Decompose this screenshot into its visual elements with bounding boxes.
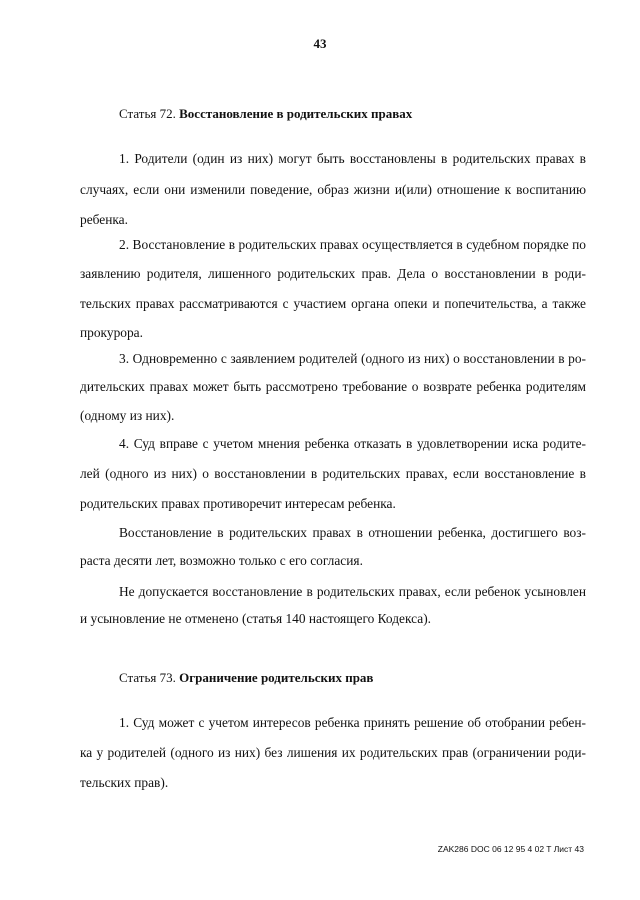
paragraph-line: родительских правах противоречит интересам ребенка. <box>80 496 396 511</box>
paragraph-line: раста десяти лет, возможно только с его согласия. <box>80 553 363 568</box>
article-72-title: Восстановление в родительских правах <box>179 106 413 121</box>
article-72-number: Статья 72. <box>119 106 176 121</box>
paragraph-line: прокурора. <box>80 325 143 340</box>
paragraph-line: заявлению родителя, лишенного родительских прав. Дела о восстановлении в роди- <box>80 266 586 281</box>
paragraph-line: тельских прав). <box>80 775 169 790</box>
article-73-title: Ограничение родительских прав <box>179 670 374 685</box>
paragraph-line: ребенка. <box>80 212 128 227</box>
paragraph-line: лей (одного из них) о восстановлении в родительских правах, если восстановление в <box>80 466 586 481</box>
paragraph-line: и усыновление не отменено (статья 140 настоящего Кодекса). <box>80 611 432 626</box>
paragraph-line: случаях, если они изменили поведение, образ жизни и(или) отношение к воспитанию <box>80 182 586 197</box>
paragraph-line: (одному из них). <box>80 408 175 423</box>
paragraph-line: дительских правах может быть рассмотрено требование о возврате ребенка родителям <box>80 379 586 394</box>
paragraph-line: 1. Суд может с учетом интересов ребенка принять решение об отобрании ребен- <box>119 715 586 730</box>
article-72-heading <box>119 106 412 122</box>
paragraph-line: 3. Одновременно с заявлением родителей (одного из них) о восстановлении в ро- <box>119 351 586 366</box>
document-footer: ZAK286 DOC 06 12 95 4 02 T Лист 43 <box>437 844 584 854</box>
paragraph-line: 4. Суд вправе с учетом мнения ребенка отказать в удовлетворении иска родите- <box>119 436 586 451</box>
paragraph-line: 2. Восстановление в родительских правах осуществляется в судебном порядке по <box>119 237 586 252</box>
paragraph-line: Восстановление в родительских правах в отношении ребенка, достигшего воз- <box>119 525 586 540</box>
article-73-heading <box>119 670 373 686</box>
paragraph-line: Не допускается восстановление в родительских правах, если ребенок усыновлен <box>119 584 586 599</box>
paragraph-line: 1. Родители (один из них) могут быть восстановлены в родительских правах в <box>119 151 586 166</box>
paragraph-line: ка у родителей (одного из них) без лишения их родительских прав (ограничении роди- <box>80 745 586 760</box>
paragraph-line: тельских правах рассматриваются с участием органа опеки и попечительства, а также <box>80 296 586 311</box>
article-73-number: Статья 73. <box>119 670 176 685</box>
page-number: 43 <box>313 36 327 51</box>
